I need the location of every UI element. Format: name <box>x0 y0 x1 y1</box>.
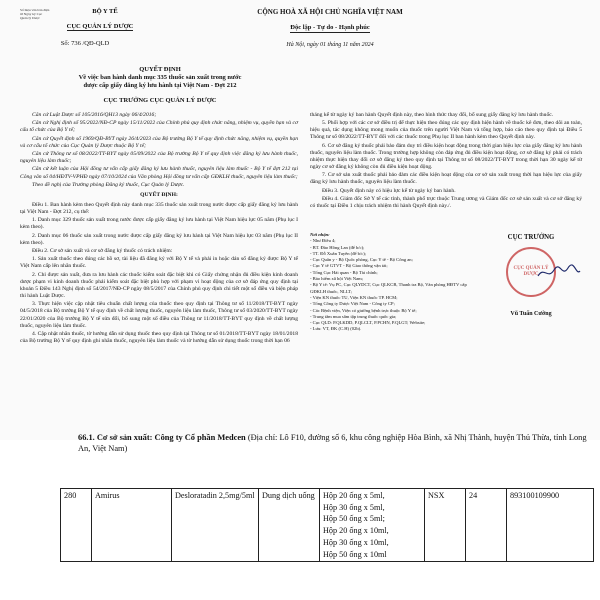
recipient-item: - Các Bệnh viện, Viện có giường bệnh trực thuộc Bộ Y tế; <box>310 307 417 313</box>
cell-stt: 280 <box>61 489 92 562</box>
decision-kind: QUYẾT ĐỊNH <box>139 66 181 73</box>
national-header <box>190 8 470 48</box>
preamble-line: Căn cứ Nghị định số 95/2022/NĐ-CP ngày 15/11/2022 của Chính phủ quy định chức năng, nhiệm vụ, quyền hạn và cơ cấu tổ chức của Bộ Y tế; <box>20 120 298 134</box>
cell-packaging <box>320 489 425 562</box>
preamble-line: Căn cứ kết luận của Hội đồng tư vấn cấp giấy đăng ký lưu hành thuốc, nguyên liệu làm thuốc - Bộ Y tế đợt 212 tại Công văn số 04/HĐTV-VPHĐ ngày 07/10/2024 của Văn phòng Hội đồng tư vấn cấp GĐKLH thuốc, nguyên liệu làm thuốc; <box>20 166 298 180</box>
preamble-line: Căn cứ Thông tư số 08/2022/TT-BYT ngày 05/09/2022 của Bộ trưởng Bộ Y tế quy định việc đăng ký lưu hành thuốc, nguyên liệu làm thuốc; <box>20 151 298 165</box>
article-paragraph: 4. Cập nhật nhãn thuốc, tờ hướng dẫn sử dụng thuốc theo quy định tại Thông tư số 01/2018/TT-BYT ngày 18/01/2018 của Bộ trưởng Bộ Y tế quy định ghi nhãn thuốc, nguyên liệu làm thuốc và tờ hướng dẫn sử dụng thuốc trong thời hạn 06 <box>20 330 298 344</box>
article-paragraph: 2. Chỉ được sản xuất, đưa ra lưu hành các thuốc kiểm soát đặc biệt khi có Giấy chứng nhận đủ điều kiện kinh doanh dược phạm vi kinh doanh thuốc phải kiểm soát đặc biệt phù hợp với phạm vi hoạt động của cơ sở đáp ứng quy định tại khoản 5 Điều 143 Nghị định số 54/2017/NĐ-CP ngày 08/5/2017 của Chính phủ quy định chi tiết một số điều và biện pháp thi hành Luật Dược. <box>20 271 298 300</box>
article-paragraph: Điều 1. Ban hành kèm theo Quyết định này danh mục 335 thuốc sản xuất trong nước được cấp giấy đăng ký lưu hành tại Việt Nam - Đợt 212, cụ thể: <box>20 201 298 216</box>
document-number: Số: 736 /QĐ-QLD <box>60 40 110 47</box>
cell-dosage-form: Dung dịch uống <box>259 489 320 562</box>
decision-label: QUYẾT ĐỊNH: <box>140 191 178 198</box>
cell-shelf-life: 24 <box>466 489 507 562</box>
article-paragraph: 2. Danh mục 06 thuốc sản xuất trong nước được cấp giấy đăng ký lưu hành tại Việt Nam hiệu lực 03 năm (Phụ lục II kèm theo). <box>20 232 298 246</box>
preamble-line: Căn cứ Quyết định số 1969/QĐ-BYT ngày 26/4/2023 của Bộ trưởng Bộ Y tế quy định chức năng, nhiệm vụ, quyền hạn và cơ cấu tổ chức của Cục Quản lý Dược thuộc Bộ Y tế; <box>20 135 298 149</box>
department-name: CỤC QUẢN LÝ DƯỢC <box>66 23 134 30</box>
decision-subject-2: được cấp giấy đăng ký lưu hành tại Việt Nam - Đợt 212 <box>83 82 237 89</box>
left-column <box>20 112 298 346</box>
manufacturer-heading <box>78 432 600 454</box>
packaging-line: Hộp 20 ống x 10ml, <box>323 526 389 536</box>
recipient-item: - Cục QLD: P.QLKDD, P.QLCLT, P.PCHN, P.QLGT; Website; <box>310 320 426 326</box>
right-column <box>310 112 582 211</box>
cell-active-ingredient: Desloratadin 2,5mg/5ml <box>172 489 259 562</box>
article-paragraph: 1. Sản xuất thuốc theo đúng các hồ sơ, tài liệu đã đăng ký với Bộ Y tế và phải in hoặc dán số đăng ký được Bộ Y tế Việt Nam cấp lên nhãn thuốc. <box>20 256 298 270</box>
issue-date: Hà Nội, ngày 01 tháng 11 năm 2024 <box>286 42 374 48</box>
preamble-line: Theo đề nghị của Trưởng phòng Đăng ký thuốc, Cục Quản lý Dược. <box>32 181 185 188</box>
article-paragraph: 5. Phối hợp với các cơ sở điều trị để thực hiện theo đúng các quy định hiện hành về thuốc kê đơn, theo dõi an toàn, hiệu quả, tác dụng không mong muốn của thuốc trên người Việt Nam và tổng hợp, báo cáo theo quy định tại Điều 5 Thông tư số 08/2022/TT-BYT đối với các thuốc trong Phụ lục II ban hành kèm theo Quyết định này. <box>310 120 582 141</box>
signer-name: Vũ Tuấn Cường <box>510 311 552 317</box>
recipient-item: - Lưu: VT, ĐK (C.H) (02b). <box>310 326 362 332</box>
official-seal: CỤC QUẢN LÝ DƯỢC <box>506 247 556 297</box>
preamble-line: Căn cứ Luật Dược số 105/2016/QH13 ngày 06/4/2016; <box>32 112 157 118</box>
recipient-item: - TT. Đỗ Xuân Tuyên (để b/c); <box>310 250 367 256</box>
issuer-header <box>20 8 150 47</box>
article-paragraph: 1. Danh mục 329 thuốc sản xuất trong nước được cấp giấy đăng ký lưu hành tại Việt Nam hiệu lực 05 năm (Phụ lục I kèm theo). <box>20 217 298 231</box>
decision-authority: CỤC TRƯỞNG CỤC QUẢN LÝ DƯỢC <box>103 97 217 104</box>
manufacturer-name: 66.1. Cơ sở sản xuất: Công ty Cổ phần Medcen <box>78 433 246 442</box>
article-paragraph: 7. Cơ sở sản xuất thuốc phải bảo đảm các điều kiện hoạt động của cơ sở sản xuất trong thời hạn hiệu lực của giấy đăng ký lưu hành thuốc, nguyên liệu làm thuốc. <box>310 172 582 186</box>
packaging-line: Hộp 20 ống x 5ml, <box>323 491 385 500</box>
recipient-item: - Trung tâm mua sắm tập trung thuốc quốc gia; <box>310 313 397 319</box>
recipients-label: Nơi nhận: <box>310 232 330 237</box>
article-paragraph: Điều 4. Giám đốc Sở Y tế các tỉnh, thành phố trực thuộc Trung ương và Giám đốc cơ sở sản xuất và cơ sở đăng ký có thuốc tại Điều 1 chịu trách nhiệm thi hành Quyết định này./. <box>310 195 582 210</box>
packaging-line: Hộp 30 ống x 10ml, <box>323 537 389 547</box>
recipient-item: - Cục Y tế GTVT - Bộ Giao thông vận tải; <box>310 263 388 269</box>
cell-registration-number: 893100109900 <box>507 489 594 562</box>
recipient-item: - Tổng Công ty Dược Việt Nam - Công ty CP; <box>310 301 395 307</box>
recipient-item: - Bảo hiểm xã hội Việt Nam; <box>310 276 363 282</box>
national-motto: Độc lập - Tự do - Hạnh phúc <box>290 24 370 31</box>
cell-drug-name: Amirus <box>92 489 172 562</box>
cell-standard: NSX <box>425 489 466 562</box>
recipients-list <box>310 232 475 333</box>
recipient-item: - BT. Đào Hồng Lan (để b/c); <box>310 244 365 250</box>
article-paragraph: 3. Thực hiện việc cập nhật tiêu chuẩn chất lượng của thuốc theo quy định tại Thông tư số 11/2018/TT-BYT ngày 04/5/2018 của Bộ trưởng Bộ Y tế quy định về chất lượng thuốc, nguyên liệu làm thuốc, Thông tư số 03/2020/TT-BYT ngày 22/01/2020 của Bộ trưởng Bộ Y tế sửa đổi, bổ sung một số điều của Thông tư 11/2018/TT-BYT quy định về chất lượng thuốc, nguyên liệu làm thuốc. <box>20 301 298 329</box>
table-row <box>61 489 594 562</box>
signer <box>480 232 582 317</box>
packaging-line: Hộp 50 ống x 10ml <box>323 549 387 559</box>
recipient-item: - Cục Quân y - Bộ Quốc phòng, Cục Y tế - Bộ Công an; <box>310 257 413 263</box>
electronic-signature-stamp: Số hiệu văn bản điện tử Ngày ký Cục Quản lý Dược <box>20 8 50 20</box>
decision-title <box>20 66 300 105</box>
recipient-item: - Viện KN thuốc TU, Viện KN thuốc TP. HCM; <box>310 294 398 300</box>
recipient-item: - Như Điều 4; <box>310 238 336 244</box>
recipient-item: - Bộ Y tế: Vụ PC, Cục QLYDCT, Cục QLKCB, Thanh tra Bộ, Văn phòng HĐTV cấp GĐKLH thuốc, NLLT; <box>310 282 467 294</box>
signature-block <box>310 232 582 392</box>
decision-subject-1: Về việc ban hành danh mục 335 thuốc sản xuất trong nước <box>78 74 242 81</box>
packaging-line: Hộp 50 ống x 5ml; <box>323 514 385 524</box>
country-name: CỘNG HOÀ XÃ HỘI CHỦ NGHĨA VIỆT NAM <box>257 8 403 16</box>
article-paragraph: tháng kể từ ngày ký ban hành Quyết định này, theo hình thức thay đổi, bổ sung giấy đăng ký lưu hành thuốc. <box>310 112 554 118</box>
article-paragraph: 6. Cơ sở đăng ký thuốc phải bảo đảm duy trì điều kiện hoạt động trong thời gian hiệu lực của giấy đăng ký lưu hành thuốc, nguyên liệu làm thuốc. Trong trường hợp không còn đáp ứng đủ điều kiện hoạt động, cơ sở đăng ký phải có trách nhiệm thực hiện thay đổi cơ sở đăng ký theo quy định tại Thông tư số 08/2022/TT-BYT trong thời hạn 30 ngày kể từ ngày cơ sở đăng ký không còn đủ điều kiện hoạt động. <box>310 142 582 171</box>
product-table <box>60 488 594 562</box>
recipient-item: - Tổng Cục Hải quan - Bộ Tài chính; <box>310 269 378 275</box>
ministry-name: BỘ Y TẾ <box>92 8 118 15</box>
article-paragraph: Điều 3. Quyết định này có hiệu lực kể từ ngày ký ban hành. <box>322 187 456 194</box>
packaging-line: Hộp 30 ống x 5ml, <box>323 502 385 512</box>
manufacturer-address: (Địa chỉ: Lô F10, đường số 6, khu công nghiệp Hòa Bình, xã Nhị Thành, huyện Thủ Thừa, tỉnh Long An, Việt Nam) <box>78 433 587 453</box>
handwritten-signature <box>536 262 582 282</box>
signer-role: CỤC TRƯỞNG <box>507 234 555 241</box>
article-paragraph: Điều 2. Cơ sở sản xuất và cơ sở đăng ký thuốc có trách nhiệm: <box>32 248 173 255</box>
